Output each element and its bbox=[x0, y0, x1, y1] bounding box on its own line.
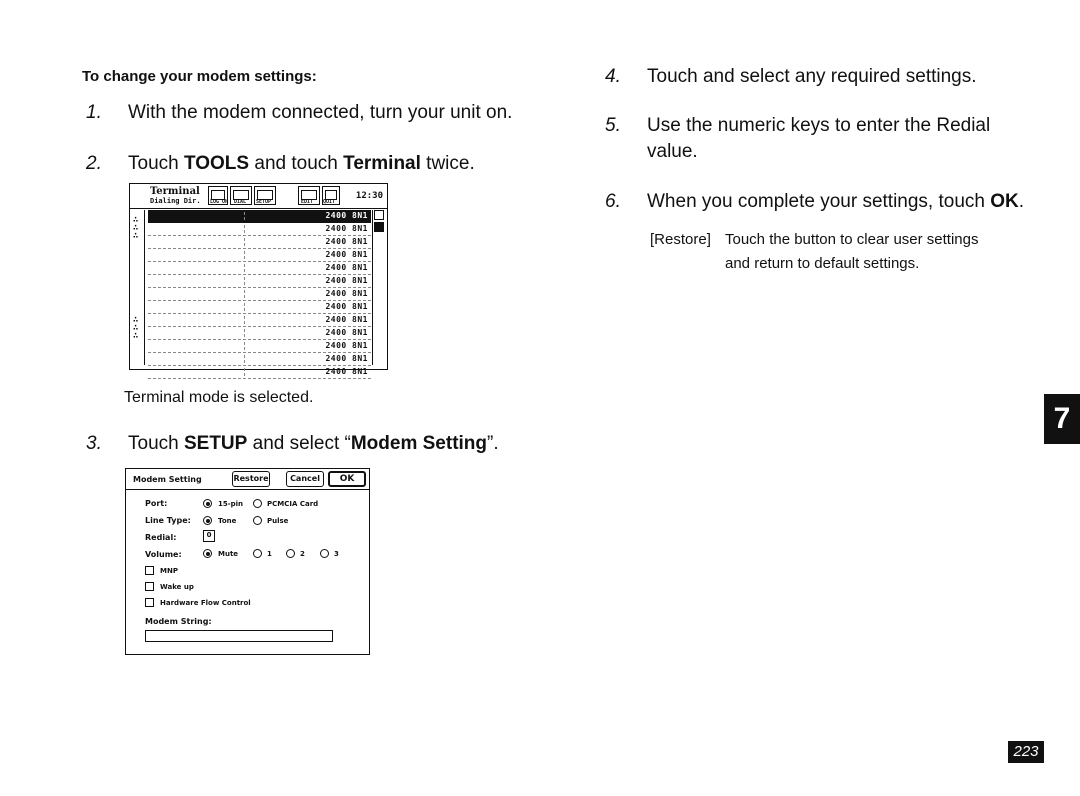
restore-note-key: [Restore] bbox=[650, 231, 711, 248]
port-15pin-label: 15-pin bbox=[218, 500, 244, 508]
step-text-line-1: Use the numeric keys to enter the Redial bbox=[647, 115, 991, 136]
step-number: 3. bbox=[86, 433, 102, 454]
toolbar-label: SETUP bbox=[256, 199, 272, 205]
step-text-bold: Modem Setting bbox=[350, 433, 488, 454]
section-heading: To change your modem settings: bbox=[82, 68, 317, 85]
mnp-checkbox[interactable] bbox=[145, 566, 154, 575]
title-divider bbox=[126, 489, 369, 490]
step-number: 4. bbox=[605, 66, 621, 87]
step-text bbox=[647, 191, 1024, 213]
terminal-title: Terminal bbox=[150, 186, 200, 197]
directory-row[interactable] bbox=[148, 223, 371, 236]
step-text-part: Touch bbox=[128, 433, 184, 454]
terminal-caption: Terminal mode is selected. bbox=[124, 389, 314, 406]
step-text-bold: OK bbox=[990, 191, 1019, 212]
row-setting: 2400 8N1 bbox=[325, 341, 368, 350]
tone-radio[interactable] bbox=[203, 516, 212, 525]
terminal-clock: 12:30 bbox=[355, 191, 383, 201]
restore-note-line-1: Touch the button to clear user settings bbox=[725, 231, 979, 248]
directory-row[interactable] bbox=[148, 340, 371, 353]
volume-1-radio[interactable] bbox=[253, 549, 262, 558]
directory-row[interactable] bbox=[148, 249, 371, 262]
directory-list bbox=[148, 210, 371, 379]
step-text-part: and select “ bbox=[247, 433, 351, 454]
step-text-part: Touch bbox=[128, 153, 184, 174]
index-line bbox=[144, 210, 145, 365]
tone-label: Tone bbox=[218, 517, 237, 525]
step-text-part: When you complete your settings, touch bbox=[647, 191, 991, 212]
row-setting: 2400 8N1 bbox=[325, 367, 368, 376]
step-text-part: ”. bbox=[487, 433, 499, 454]
step-text bbox=[128, 433, 499, 455]
step-text: Touch and select any required settings. bbox=[647, 66, 977, 87]
ring-icon: ∴ ∴ ∴ bbox=[133, 315, 139, 341]
directory-row[interactable] bbox=[148, 353, 371, 366]
modem-setting-title: Modem Setting bbox=[133, 475, 202, 484]
volume-3-label: 3 bbox=[334, 550, 339, 558]
directory-row[interactable] bbox=[148, 262, 371, 275]
row-setting: 2400 8N1 bbox=[325, 250, 368, 259]
terminal-header bbox=[130, 184, 387, 209]
step-text-part: . bbox=[1018, 191, 1025, 212]
ring-icon: ∴ ∴ ∴ bbox=[133, 215, 139, 241]
left-index-bar bbox=[133, 210, 148, 365]
volume-mute-label: Mute bbox=[218, 550, 239, 558]
row-setting: 2400 8N1 bbox=[325, 263, 368, 272]
toolbar-label: EDIT bbox=[301, 199, 314, 205]
modem-string-label: Modem String: bbox=[145, 617, 212, 626]
port-label: Port: bbox=[145, 499, 168, 508]
row-setting: 2400 8N1 bbox=[325, 289, 368, 298]
directory-row[interactable] bbox=[148, 314, 371, 327]
directory-row[interactable] bbox=[148, 288, 371, 301]
step-text-bold: Terminal bbox=[343, 153, 421, 174]
directory-row[interactable] bbox=[148, 327, 371, 340]
step-text-line-2: value. bbox=[647, 141, 698, 162]
restore-button[interactable]: Restore bbox=[232, 471, 270, 487]
step-text-bold: TOOLS bbox=[183, 153, 250, 174]
toolbar-label: QUIT bbox=[323, 199, 336, 205]
row-setting: 2400 8N1 bbox=[325, 328, 368, 337]
terminal-screen bbox=[129, 183, 388, 376]
step-number: 6. bbox=[605, 191, 621, 212]
port-pcmcia-label: PCMCIA Card bbox=[267, 500, 319, 508]
chapter-tab: 7 bbox=[1044, 394, 1080, 444]
modem-string-input[interactable] bbox=[145, 630, 333, 642]
toolbar-label: DIAL bbox=[234, 199, 247, 205]
step-number: 1. bbox=[86, 102, 102, 123]
step-text-part: and touch bbox=[249, 153, 344, 174]
step-text-part: twice. bbox=[420, 153, 475, 174]
scroll-up-icon[interactable] bbox=[374, 210, 384, 220]
directory-row[interactable] bbox=[148, 275, 371, 288]
port-15pin-radio[interactable] bbox=[203, 499, 212, 508]
wake-up-label: Wake up bbox=[160, 583, 194, 591]
page-number: 223 bbox=[1008, 741, 1044, 763]
restore-note-line-2: and return to default settings. bbox=[725, 255, 920, 272]
redial-label: Redial: bbox=[145, 533, 177, 542]
line-type-label: Line Type: bbox=[145, 516, 191, 525]
toolbar-label: LOG ON bbox=[210, 199, 229, 205]
row-setting: 2400 8N1 bbox=[325, 224, 368, 233]
step-text: With the modem connected, turn your unit on. bbox=[128, 102, 513, 123]
volume-mute-radio[interactable] bbox=[203, 549, 212, 558]
volume-2-radio[interactable] bbox=[286, 549, 295, 558]
directory-row[interactable] bbox=[148, 366, 371, 379]
row-setting: 2400 8N1 bbox=[325, 211, 368, 220]
row-setting: 2400 8N1 bbox=[325, 302, 368, 311]
step-text-bold: SETUP bbox=[183, 433, 248, 454]
scroll-down-icon[interactable] bbox=[374, 222, 384, 232]
volume-2-label: 2 bbox=[300, 550, 305, 558]
terminal-subtitle: Dialing Dir. bbox=[150, 197, 201, 205]
step-number: 2. bbox=[86, 153, 102, 174]
hardware-flow-label: Hardware Flow Control bbox=[160, 599, 251, 607]
pulse-radio[interactable] bbox=[253, 516, 262, 525]
row-setting: 2400 8N1 bbox=[325, 354, 368, 363]
ok-button[interactable]: OK bbox=[328, 471, 366, 487]
row-setting: 2400 8N1 bbox=[325, 315, 368, 324]
right-scrollbar[interactable] bbox=[372, 210, 385, 365]
volume-1-label: 1 bbox=[267, 550, 272, 558]
redial-input[interactable]: 0 bbox=[203, 530, 215, 542]
volume-label: Volume: bbox=[145, 550, 182, 559]
step-text bbox=[128, 153, 475, 175]
cancel-button[interactable]: Cancel bbox=[286, 471, 324, 487]
modem-setting-screen bbox=[125, 468, 370, 655]
row-setting: 2400 8N1 bbox=[325, 237, 368, 246]
volume-3-radio[interactable] bbox=[320, 549, 329, 558]
row-setting: 2400 8N1 bbox=[325, 276, 368, 285]
hardware-flow-checkbox[interactable] bbox=[145, 598, 154, 607]
mnp-label: MNP bbox=[160, 567, 178, 575]
port-pcmcia-radio[interactable] bbox=[253, 499, 262, 508]
step-number: 5. bbox=[605, 115, 621, 136]
pulse-label: Pulse bbox=[267, 517, 289, 525]
directory-row-selected[interactable] bbox=[148, 210, 371, 223]
directory-row[interactable] bbox=[148, 236, 371, 249]
wake-up-checkbox[interactable] bbox=[145, 582, 154, 591]
directory-row[interactable] bbox=[148, 301, 371, 314]
